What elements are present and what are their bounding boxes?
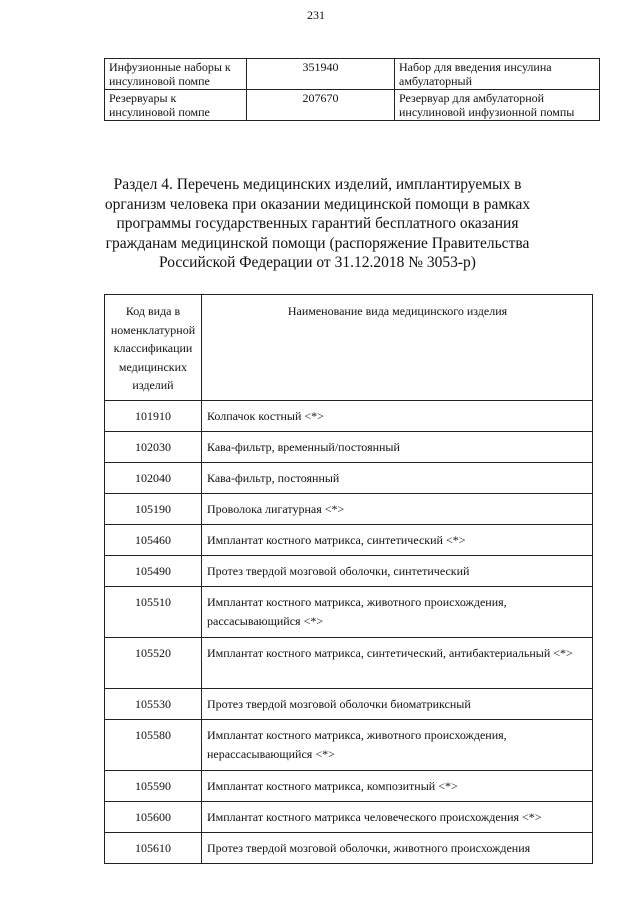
device-name-cell: Имплантат костного матрикса, синтетический, антибактериальный <*> [202, 638, 593, 689]
device-code-cell: 105580 [105, 720, 202, 771]
product-code-cell: 207670 [247, 90, 395, 121]
page-number: 231 [307, 8, 325, 22]
table-row [105, 587, 593, 638]
device-code-cell: 105610 [105, 833, 202, 864]
device-name-cell: Имплантат костного матрикса, животного происхождения, рассасывающийся <*> [202, 587, 593, 638]
table-header-row [105, 295, 593, 401]
device-name-cell: Протез твердой мозговой оболочки, синтетический [202, 556, 593, 587]
product-name-cell: Набор для введения инсулина амбулаторный [395, 59, 600, 90]
table-row [105, 463, 593, 494]
table-row [105, 401, 593, 432]
device-name-cell: Имплантат костного матрикса, синтетический <*> [202, 525, 593, 556]
device-name-cell: Кава-фильтр, постоянный [202, 463, 593, 494]
device-code-cell: 105590 [105, 771, 202, 802]
table-row [105, 525, 593, 556]
device-code-cell: 105520 [105, 638, 202, 689]
device-code-cell: 105190 [105, 494, 202, 525]
header-code-cell: Код вида в номенклатурной классификации медицинских изделий [105, 295, 202, 401]
device-code-cell: 105530 [105, 689, 202, 720]
product-group-cell: Резервуары к инсулиновой помпе [105, 90, 247, 121]
product-name-cell: Резервуар для амбулаторной инсулиновой инфузионной помпы [395, 90, 600, 121]
device-name-cell: Колпачок костный <*> [202, 401, 593, 432]
product-group-cell: Инфузионные наборы к инсулиновой помпе [105, 59, 247, 90]
table-row [105, 90, 600, 121]
device-code-cell: 101910 [105, 401, 202, 432]
table-row [105, 494, 593, 525]
device-name-cell: Имплантат костного матрикса, композитный <*> [202, 771, 593, 802]
table-row [105, 720, 593, 771]
device-code-cell: 102040 [105, 463, 202, 494]
continued-table [104, 58, 600, 121]
device-name-cell: Кава-фильтр, временный/постоянный [202, 432, 593, 463]
table-row [105, 59, 600, 90]
device-code-cell: 105600 [105, 802, 202, 833]
device-name-cell: Протез твердой мозговой оболочки, животного происхождения [202, 833, 593, 864]
device-code-cell: 102030 [105, 432, 202, 463]
table-row [105, 802, 593, 833]
table-row [105, 771, 593, 802]
table-row [105, 432, 593, 463]
table-row [105, 833, 593, 864]
table-row [105, 638, 593, 689]
table-row [105, 689, 593, 720]
device-name-cell: Протез твердой мозговой оболочки биоматриксный [202, 689, 593, 720]
product-code-cell: 351940 [247, 59, 395, 90]
table-row [105, 556, 593, 587]
device-name-cell: Имплантат костного матрикса человеческого происхождения <*> [202, 802, 593, 833]
device-code-cell: 105490 [105, 556, 202, 587]
device-code-cell: 105460 [105, 525, 202, 556]
device-name-cell: Проволока лигатурная <*> [202, 494, 593, 525]
device-name-cell: Имплантат костного матрикса, животного происхождения, нерассасывающийся <*> [202, 720, 593, 771]
header-name-cell: Наименование вида медицинского изделия [202, 295, 593, 401]
device-code-cell: 105510 [105, 587, 202, 638]
section-title: Раздел 4. Перечень медицинских изделий, имплантируемых в организм человека при оказании медицинской помощи в рамках программы государственных гарантий бесплатного оказания гражданам медицинской помощи (распоряжение Правительства Российской Федерации от 31.12.2018 № 3053-р) [104, 176, 531, 271]
implant-devices-table [104, 294, 593, 864]
